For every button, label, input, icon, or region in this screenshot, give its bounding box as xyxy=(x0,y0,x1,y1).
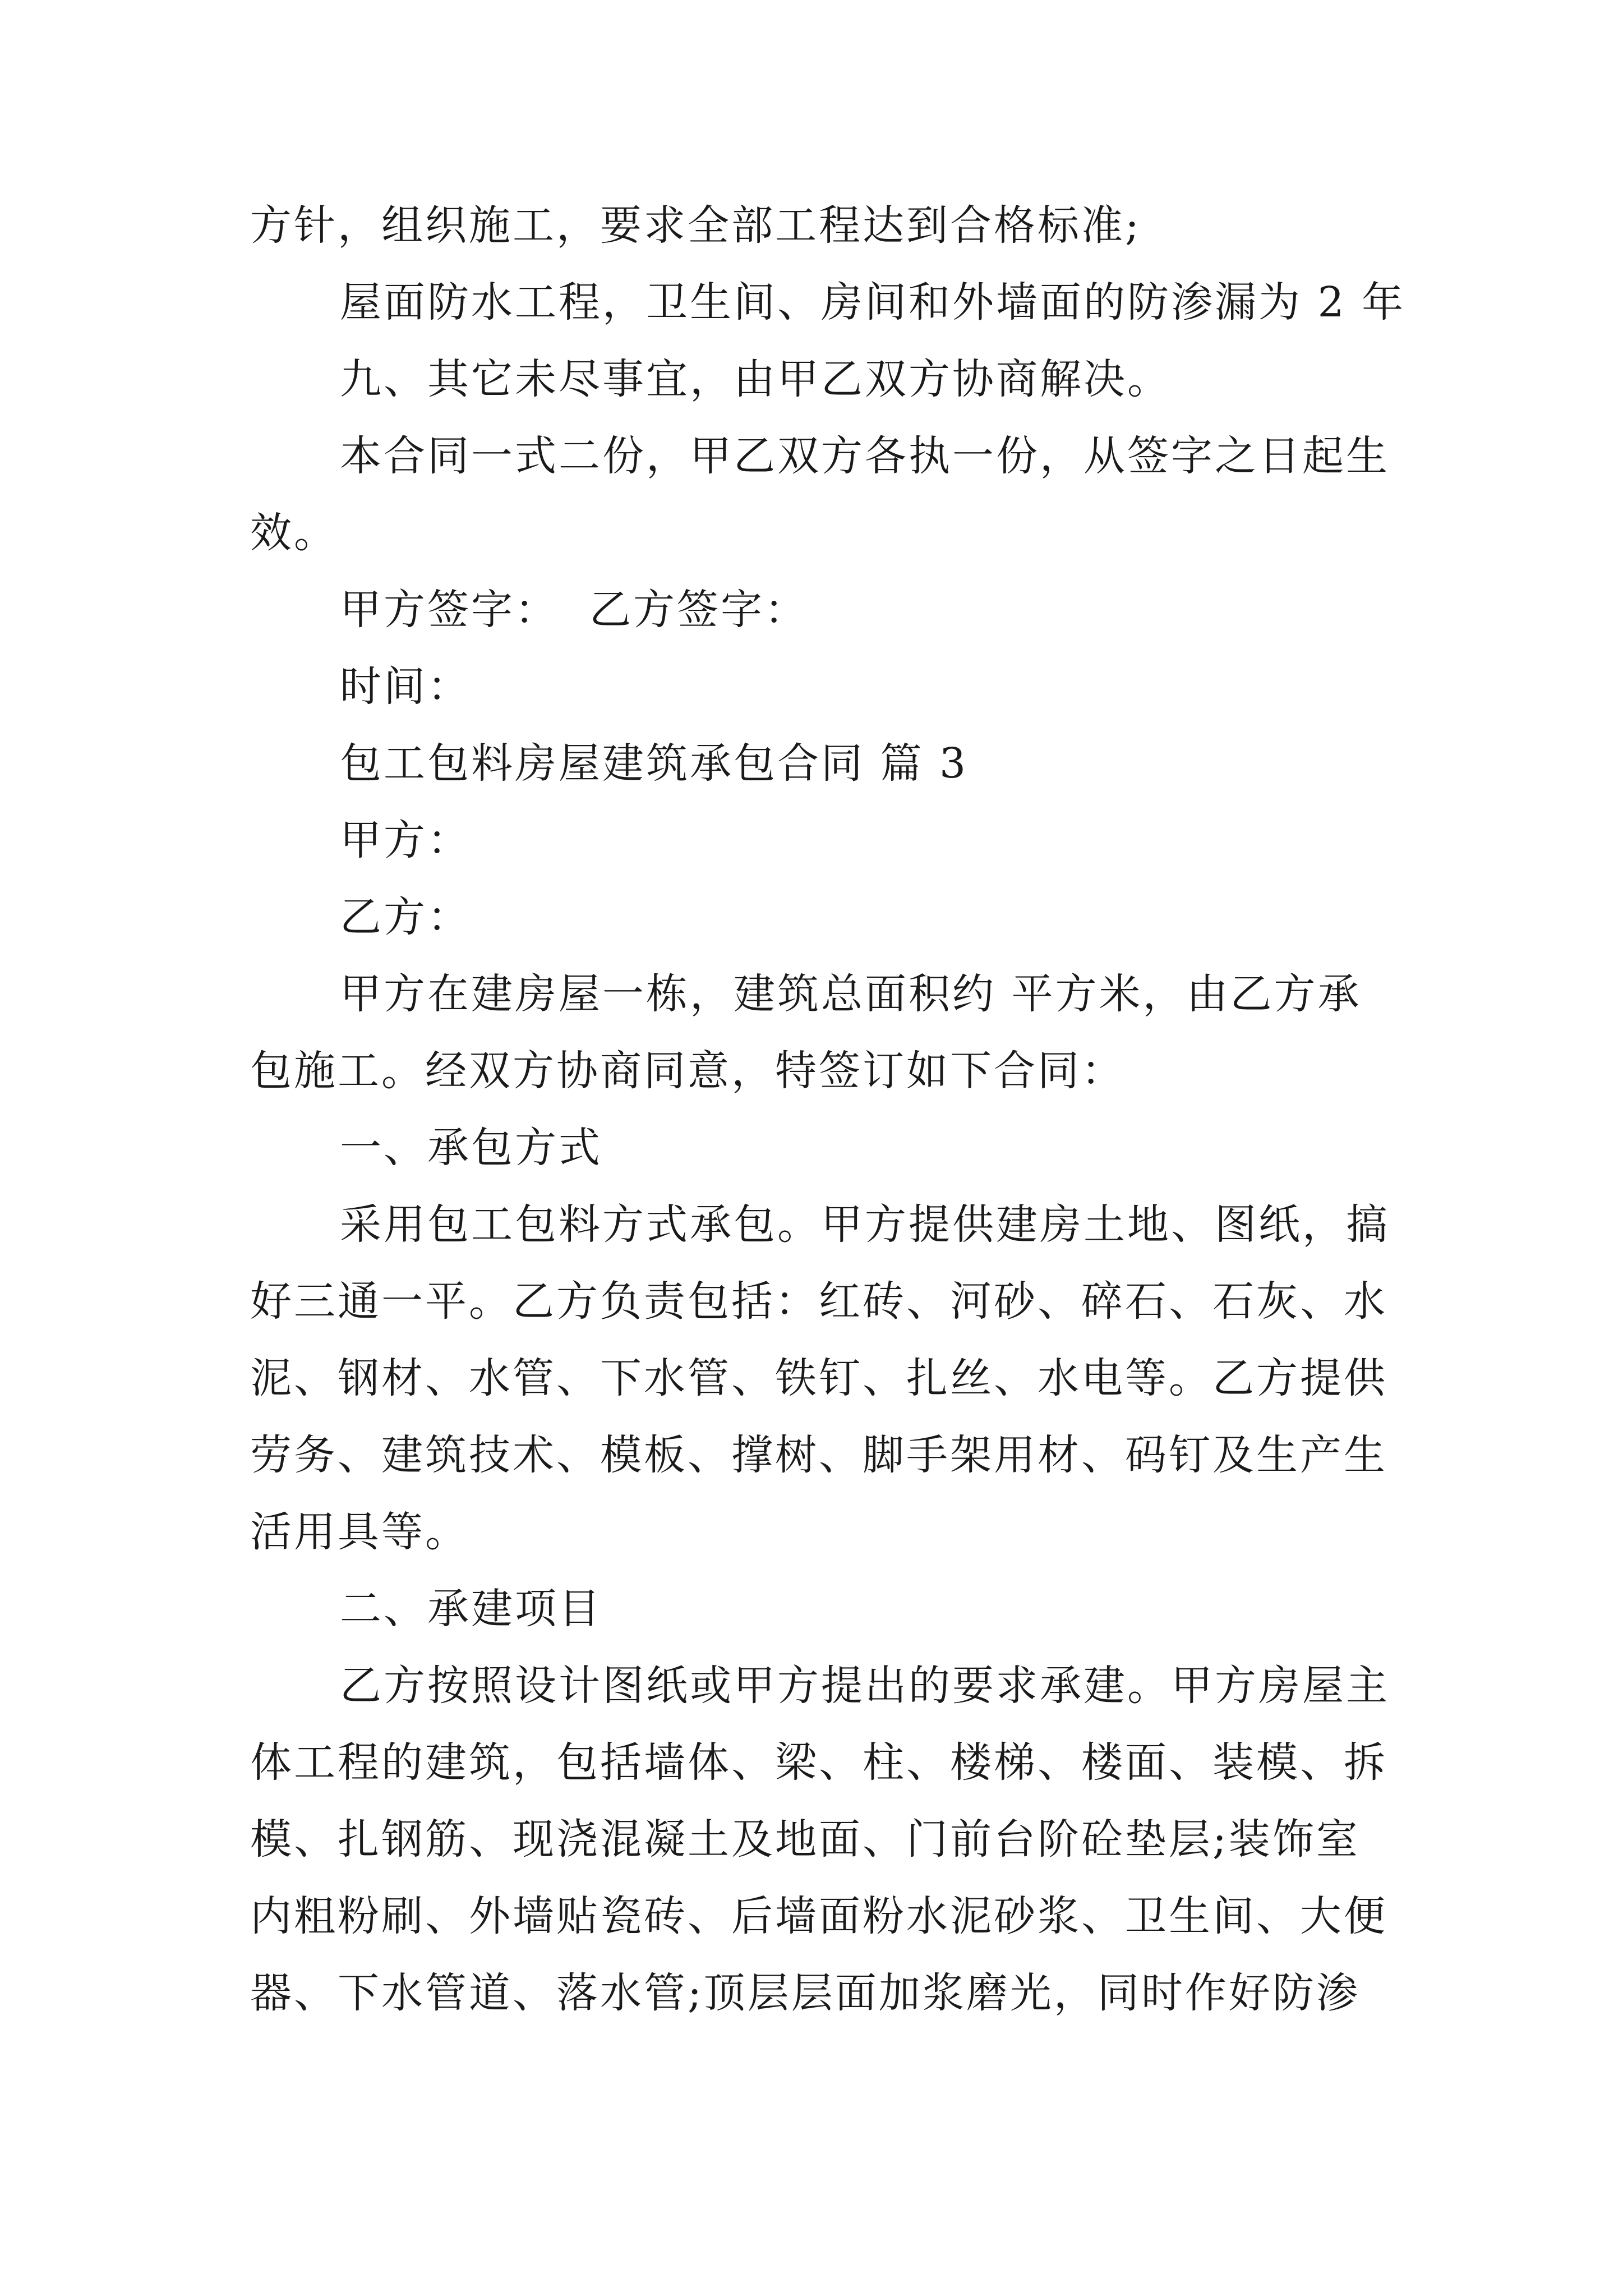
clause-heading: 一、承包方式 xyxy=(340,1124,602,1172)
paragraph-line: 屋面防水工程，卫生间、房间和外墙面的防渗漏为 2 年 xyxy=(340,278,1406,326)
paragraph-line: 效。 xyxy=(250,509,338,557)
party-b-line: 乙方： xyxy=(340,893,471,941)
paragraph-line: 内粗粉刷、外墙贴瓷砖、后墙面粉水泥砂浆、卫生间、大便 xyxy=(250,1892,1387,1940)
paragraph-line: 活用具等。 xyxy=(250,1508,469,1556)
paragraph-line: 采用包工包料方式承包。甲方提供建房土地、图纸，搞 xyxy=(340,1200,1390,1249)
paragraph-line: 体工程的建筑，包括墙体、梁、柱、楼梯、楼面、装模、拆 xyxy=(250,1738,1387,1787)
paragraph-line: 乙方按照设计图纸或甲方提出的要求承建。甲方房屋主 xyxy=(340,1662,1390,1710)
paragraph-line: 包施工。经双方协商同意，特签订如下合同： xyxy=(250,1047,1125,1095)
section-title: 包工包料房屋建筑承包合同 篇 3 xyxy=(340,739,969,788)
clause-heading: 二、承建项目 xyxy=(340,1585,602,1633)
paragraph-line: 九、其它未尽事宜，由甲乙双方协商解决。 xyxy=(340,355,1171,403)
paragraph-line: 本合同一式二份，甲乙双方各执一份，从签字之日起生 xyxy=(340,432,1390,480)
paragraph-line: 泥、钢材、水管、下水管、铁钉、扎丝、水电等。乙方提供 xyxy=(250,1354,1387,1402)
paragraph-line: 方针，组织施工，要求全部工程达到合格标准; xyxy=(250,201,1141,250)
paragraph-line: 模、扎钢筋、现浇混凝土及地面、门前台阶砼垫层;装饰室 xyxy=(250,1815,1360,1864)
paragraph-line: 器、下水管道、落水管;顶层层面加浆磨光，同时作好防渗 xyxy=(250,1969,1360,2017)
paragraph-line: 甲方在建房屋一栋，建筑总面积约 平方米，由乙方承 xyxy=(340,970,1362,1018)
date-line: 时间： xyxy=(340,662,471,711)
party-a-line: 甲方： xyxy=(340,816,471,864)
signature-line: 甲方签字： 乙方签字： xyxy=(340,586,809,634)
paragraph-line: 劳务、建筑技术、模板、撑树、脚手架用材、码钉及生产生 xyxy=(250,1431,1387,1479)
paragraph-line: 好三通一平。乙方负责包括：红砖、河砂、碎石、石灰、水 xyxy=(250,1277,1387,1326)
